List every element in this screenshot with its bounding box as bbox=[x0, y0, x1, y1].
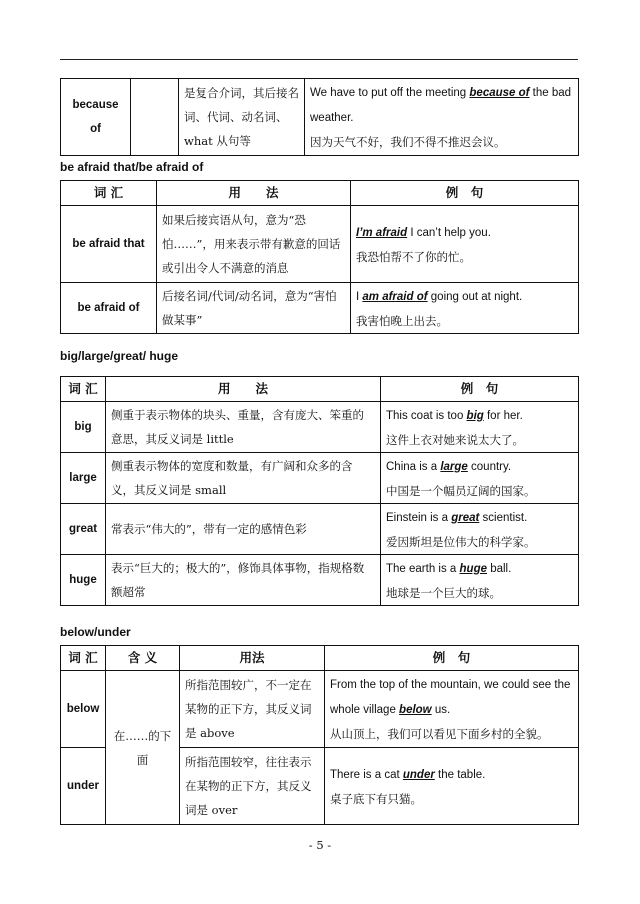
example-cell bbox=[351, 206, 579, 283]
example-cell bbox=[381, 402, 579, 453]
example-zh: 我害怕晚上出去。 bbox=[356, 313, 448, 328]
term-cell: because of bbox=[61, 79, 131, 156]
example-en: This coat is too big for her. bbox=[386, 409, 523, 422]
because-of-table bbox=[60, 78, 579, 156]
example-en: China is a large country. bbox=[386, 460, 512, 473]
example-en: Einstein is a great scientist. bbox=[386, 511, 528, 524]
usage-cell: 所指范围较广，不一定在某物的正下方，其反义词是 above bbox=[180, 671, 325, 748]
header-cell: 例 句 bbox=[381, 377, 579, 402]
example-cell bbox=[325, 748, 579, 825]
example-en: We have to put off the meeting because of the bad weather. bbox=[310, 87, 572, 124]
usage-cell: 侧重于表示物体的块头、重量，含有庞大、笨重的意思，其反义词是 little bbox=[106, 402, 381, 453]
header-rule bbox=[60, 59, 578, 60]
section-title-big: big/large/great/ huge bbox=[60, 349, 179, 363]
usage-cell: 常表示“伟大的”，带有一定的感情色彩 bbox=[106, 504, 381, 555]
header-cell: 例 句 bbox=[325, 646, 579, 671]
table-row bbox=[61, 206, 579, 283]
table-row bbox=[61, 671, 579, 748]
header-cell: 词 汇 bbox=[61, 377, 106, 402]
header-cell: 用 法 bbox=[106, 377, 381, 402]
usage-cell: 所指范围较窄，往往表示在某物的正下方，其反义词是 over bbox=[180, 748, 325, 825]
term-cell: be afraid of bbox=[61, 283, 157, 334]
below-table bbox=[60, 645, 579, 825]
table-header-row bbox=[61, 646, 579, 671]
table-row bbox=[61, 555, 579, 606]
example-zh: 中国是一个幅员辽阔的国家。 bbox=[386, 483, 536, 498]
example-en: There is a cat under the table. bbox=[330, 768, 486, 781]
example-en: The earth is a huge ball. bbox=[386, 562, 512, 575]
header-cell: 词 汇 bbox=[61, 646, 106, 671]
term-cell: great bbox=[61, 504, 106, 555]
page-number: - 5 - bbox=[308, 838, 332, 852]
usage-cell: 如果后接宾语从句，意为“恐怕……”，用来表示带有歉意的回话或引出令人不满意的消息 bbox=[157, 206, 351, 283]
example-zh: 我恐怕帮不了你的忙。 bbox=[356, 249, 471, 264]
example-zh: 地球是一个巨大的球。 bbox=[386, 585, 501, 600]
example-cell bbox=[381, 555, 579, 606]
term-cell: under bbox=[61, 748, 106, 825]
table-row bbox=[61, 283, 579, 334]
example-zh: 这件上衣对她来说太大了。 bbox=[386, 432, 524, 447]
example-cell bbox=[381, 453, 579, 504]
usage-cell: 表示“巨大的；极大的”，修饰具体事物，指规格数额超常 bbox=[106, 555, 381, 606]
term-cell: big bbox=[61, 402, 106, 453]
table-row bbox=[61, 453, 579, 504]
example-cell bbox=[325, 671, 579, 748]
example-cell bbox=[381, 504, 579, 555]
header-cell: 用法 bbox=[180, 646, 325, 671]
example-zh: 从山顶上，我们可以看见下面乡村的全貌。 bbox=[330, 727, 549, 741]
section-title-afraid: be afraid that/be afraid of bbox=[60, 160, 204, 174]
example-cell bbox=[305, 79, 579, 156]
header-cell: 用 法 bbox=[157, 181, 351, 206]
header-cell: 词 汇 bbox=[61, 181, 157, 206]
header-cell: 例 句 bbox=[351, 181, 579, 206]
table-row bbox=[61, 402, 579, 453]
table-row bbox=[61, 79, 579, 156]
table-row bbox=[61, 504, 579, 555]
example-zh: 桌子底下有只猫。 bbox=[330, 791, 422, 806]
example-en: From the top of the mountain, we could see the whole village below us. bbox=[330, 679, 571, 716]
meaning-cell bbox=[131, 79, 179, 156]
example-zh: 爱因斯坦是位伟大的科学家。 bbox=[386, 534, 536, 549]
example-cell bbox=[351, 283, 579, 334]
usage-cell: 侧重表示物体的宽度和数量，有广阔和众多的含义，其反义词是 small bbox=[106, 453, 381, 504]
table-header-row bbox=[61, 377, 579, 402]
usage-cell: 是复合介词，其后接名词、代词、动名词、what 从句等 bbox=[179, 79, 305, 156]
big-table bbox=[60, 376, 579, 606]
example-en: I’m afraid I can’t help you. bbox=[356, 226, 491, 239]
example-zh: 因为天气不好，我们不得不推迟会议。 bbox=[310, 135, 506, 149]
meaning-cell: 在……的下面 bbox=[106, 671, 180, 825]
header-cell: 含 义 bbox=[106, 646, 180, 671]
section-title-below: below/under bbox=[60, 625, 131, 639]
example-en: I am afraid of going out at night. bbox=[356, 290, 523, 303]
table-header-row bbox=[61, 181, 579, 206]
term-cell: below bbox=[61, 671, 106, 748]
afraid-table bbox=[60, 180, 579, 334]
term-cell: large bbox=[61, 453, 106, 504]
usage-cell: 后接名词/代词/动名词，意为“害怕做某事” bbox=[157, 283, 351, 334]
term-cell: be afraid that bbox=[61, 206, 157, 283]
term-cell: huge bbox=[61, 555, 106, 606]
